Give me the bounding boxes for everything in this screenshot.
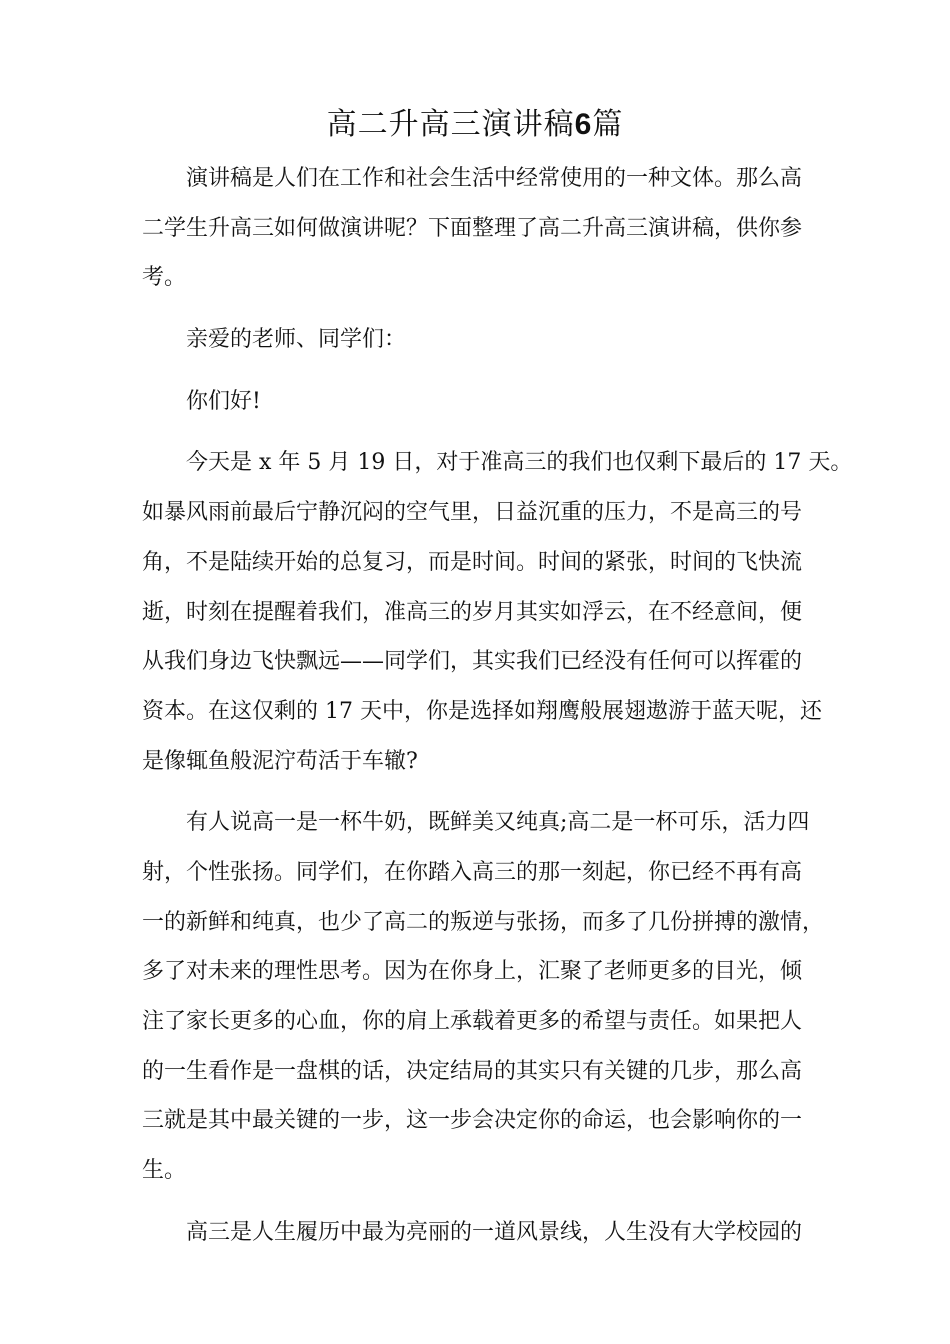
text-line: 如暴风雨前最后宁静沉闷的空气里，日益沉重的压力，不是高三的号 xyxy=(142,500,803,526)
title-number: 6 xyxy=(574,108,593,141)
paragraph-scenery xyxy=(142,1208,822,1258)
title-text: 高二升高三演讲稿 xyxy=(326,107,575,142)
text-line: 是像辄鱼般泥泞苟活于车辙? xyxy=(142,748,418,774)
document-body xyxy=(142,154,853,1269)
text-line: 二学生升高三如何做演讲呢？下面整理了高二升高三演讲稿，供你参 xyxy=(142,215,803,241)
text-line: 逝，时刻在提醒着我们，准高三的岁月其实如浮云，在不经意间，便 xyxy=(142,599,803,625)
text-line: 一的新鲜和纯真，也少了高二的叛逆与张扬，而多了几份拼搏的激情， xyxy=(142,909,825,935)
text-line: 射，个性张扬。同学们，在你踏入高三的那一刻起，你已经不再有高 xyxy=(142,859,803,885)
text-line: 亲爱的老师、同学们： xyxy=(186,327,407,353)
text-line: 注了家长更多的心血，你的肩上承载着更多的希望与责任。如果把人 xyxy=(142,1009,803,1034)
paragraph-salutation xyxy=(142,315,822,365)
text-line: 有人说高一是一杯牛奶，既鲜美又纯真;高二是一杯可乐，活力四 xyxy=(186,810,810,836)
text-line: 从我们身边飞快飘远——同学们，其实我们已经没有任何可以挥霍的 xyxy=(142,649,803,675)
text-line: 你们好! xyxy=(186,388,261,414)
title-suffix: 篇 xyxy=(592,107,624,142)
paragraph-intro xyxy=(142,154,822,303)
paragraph-greeting xyxy=(142,377,822,427)
text-line: 今天是 x 年 5 月 19 日，对于准高三的我们也仅剩下最后的 17 天。 xyxy=(186,450,853,476)
text-line: 三就是其中最关键的一步，这一步会决定你的命运，也会影响你的一 xyxy=(142,1108,803,1134)
text-line: 角，不是陆续开始的总复习，而是时间。时间的紧张，时间的飞快流 xyxy=(142,549,803,575)
text-line: 考。 xyxy=(142,265,187,291)
text-line: 生。 xyxy=(142,1158,187,1184)
text-line: 的一生看作是一盘棋的话，决定结局的其实只有关键的几步，那么高 xyxy=(142,1058,803,1084)
paragraph-metaphor xyxy=(142,798,825,1196)
text-line: 资本。在这仅剩的 17 天中，你是选择如翔鹰般展翅遨游于蓝天呢，还 xyxy=(142,698,822,724)
text-line: 多了对未来的理性思考。因为在你身上，汇聚了老师更多的目光，倾 xyxy=(142,959,803,985)
paragraph-today xyxy=(142,438,853,786)
document-title xyxy=(0,100,950,150)
text-line: 高三是人生履历中最为亮丽的一道风景线，人生没有大学校园的 xyxy=(186,1219,803,1245)
text-line: 演讲稿是人们在工作和社会生活中经常使用的一种文体。那么高 xyxy=(186,166,803,191)
